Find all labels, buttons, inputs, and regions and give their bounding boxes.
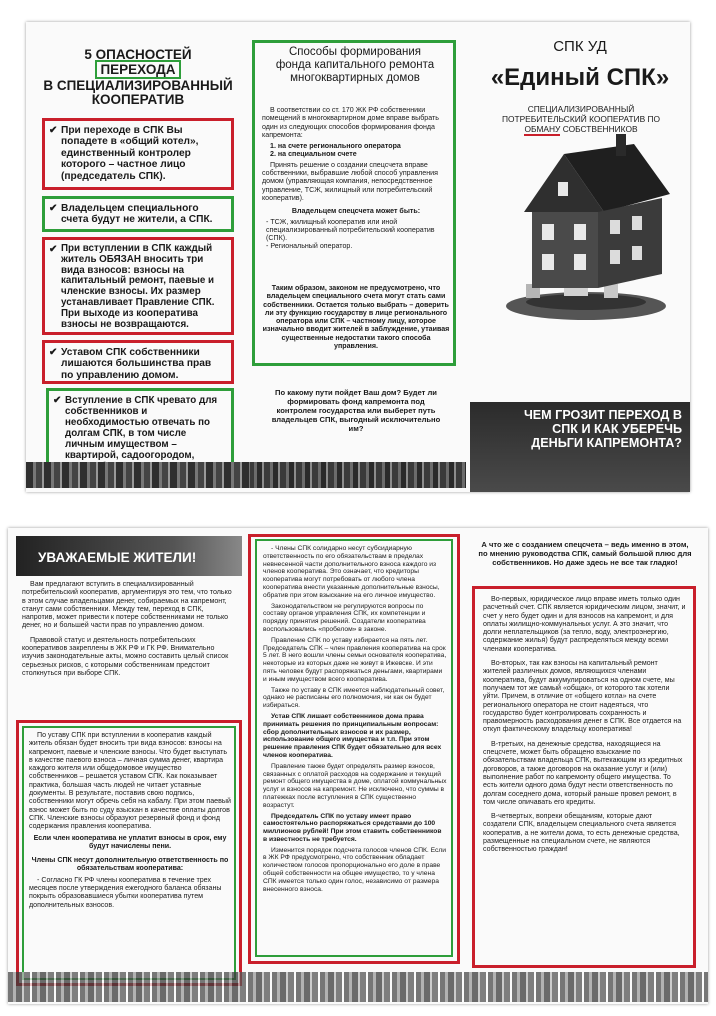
- danger-item-text: Вступление в СПК чревато для собственников и необходимостью отвечать по долгам СПК, в том числе личным имуществом – квартирой, садоогородом,: [65, 395, 218, 461]
- spk-rules-p3: Правление СПК по уставу избирается на пять лет. Председатель СПК – член правления кооператива на срок 5 лет. В него вошли члены семьи основателя кооператива, некоторые из которых даже не живут в Ижевске. И эти пять человек будут распоряжаться деньгами, квартирами и иным имуществом всего кооператива.: [263, 636, 447, 683]
- methods-question: По какому пути пойдет Ваш дом? Будет ли формировать фонд капремонта под контролем государства или выберет путь владельцев СПК, выгодный исключительно им?: [271, 388, 441, 433]
- special-account-intro: А что же с созданием спецсчета – ведь именно в этом, по мнению руководства СПК, самый большой плюс для собственников. Но даже здесь не все так гладко!: [478, 540, 692, 567]
- check-icon: ✔: [53, 395, 62, 406]
- dangers-title-line4: КООПЕРАТИВ: [91, 92, 185, 107]
- cover-subtitle-c: СОБСТВЕННИКОВ: [560, 124, 638, 134]
- cover-subtitle-highlight: ОБМАНУ: [524, 124, 561, 134]
- dangers-panel: [32, 22, 244, 492]
- top-sheet: [26, 22, 690, 492]
- spk-rules-p5: Устав СПК лишает собственников дома права принимать решения по принципиальным вопросам: сбор дополнительных взносов и их размер, использование общего имущества и т.п. При этом решение правления СПК будет обязательно для всех членов кооператива.: [263, 712, 442, 759]
- owner-1: - ТСЖ, жилищный кооператив или иной специализированный потребительский кооператив (СПК).: [266, 217, 435, 243]
- cover-headline: ЧЕМ ГРОЗИТ ПЕРЕХОД В СПК И КАК УБЕРЕЧЬ ДЕНЬГИ КАПРЕМОНТА?: [523, 408, 682, 451]
- dangers-title-line3: В СПЕЦИАЛИЗИРОВАННЫЙ: [43, 78, 233, 93]
- methods-option-2: 2. на специальном счете: [270, 150, 357, 159]
- special-account-p3: В-третьих, на денежные средства, находящиеся на спецсчете, может быть обращено взыскание по обязательствам владельца СПК, вытекающим из кредитных договоров, а также договоров на оказание услуг и (или) выполнение работ по капремонту общего имущества. То есть жители одного дома будут нести ответственность по долгам соседнего дома, который раньше провел ремонт, в том числе опичавать его кредиты.: [483, 739, 683, 806]
- top-skyline-left: [26, 462, 250, 488]
- cover-subtitle: [490, 104, 672, 134]
- residents-box: [16, 720, 242, 986]
- check-icon: ✔: [49, 203, 58, 214]
- cover-org: СПК УД: [553, 38, 607, 55]
- spk-rules-p7: Председатель СПК по уставу имеет право самостоятельно распоряжаться средствами до 100 миллионов рублей! При этом ставить собственников в известность не требуется.: [263, 812, 442, 843]
- residents-box-p2: Если член кооператива не уплатит взносы в срок, ему будут начислены пени.: [33, 833, 227, 850]
- residents-banner: УВАЖАЕМЫЕ ЖИТЕЛИ!: [38, 550, 197, 565]
- danger-item-text: При вступлении в СПК каждый житель ОБЯЗАН вносить три вида взносов: взносы на капитальный ремонт, паевые и членские взносы. Их размер устанавливает Правление СПК. При выходе из кооператива взносы не возвращаются.: [61, 243, 215, 330]
- residents-box-p1: По уставу СПК при вступлении в кооператив каждый житель обязан будет вносить три вида взносов: взносы на капремонт, паевые и членские взносы. Что будет выступать в качестве паевого взноса – личная сумма денег, квартира каждого жителя или общедомовое имущество собственников – решается уставом СПК. Как показывает практика, большая часть людей не читает уставные документы. В результате, поставив свою подпись, собственники могут обречь себя на кабалу. При этом паевый взнос может быть по суду взыскан в качестве оплаты долгов СПК. Членские взносы образуют резервный фонд и фонд содержания правления кооператива.: [29, 731, 231, 831]
- cover-subtitle-a: СПЕЦИАЛИЗИРОВАННЫЙ ПОТРЕБИТЕЛЬСКИЙ КООПЕРАТИВ ПО: [501, 104, 661, 124]
- danger-item-text: Уставом СПК собственники лишаются большинства прав по управлению домом.: [61, 347, 212, 381]
- danger-item-text: Владельцем специального счета будут не жители, а СПК.: [61, 203, 213, 226]
- cover-panel: [470, 22, 690, 492]
- residents-p2: Правовой статус и деятельность потребительских кооперативов закреплены в ЖК РФ и ГК РФ. Внимательно изучив законодательные акты, можно составить целый список серьезных рисков, с которыми собственникам предстоит столкнуться при выборе СПК.: [22, 635, 229, 677]
- special-account-p2: Во-вторых, так как взносы на капитальный ремонт жителей различных домов, являющихся членами кооператива, будут аккумулироваться на одном счете, мы получаем тот же самый «общак», от которого так хотели уйти. Причем, в отличие от «общего котла» на счете регионального оператора не стоит надеяться, что государство будет контролировать сохранность и правомерность расходования денег в СПК. Все отдается на откуп фактическому владельцу кооператива!: [483, 659, 682, 734]
- methods-conclusion: Таким образом, законом не предусмотрено, что владельцем специального счета могут стать сами собственники. Остается только выбрать – доверить ли эту функцию государству в лице регионального оператора или СПК – частному лицу, которое изначально вводит жителей в заблуждение, утаивая существенные недостатки такого способа управления.: [262, 284, 450, 351]
- danger-item-1: [42, 118, 234, 190]
- residents-box-p3: Члены СПК несут дополнительную ответственность по обязательствам кооператива:: [31, 856, 229, 873]
- owner-title: Владельцем спецсчета может быть:: [291, 207, 421, 216]
- special-account-box: [472, 586, 696, 968]
- special-account-p1: Во-первых, юридическое лицо вправе иметь только один расчетный счет. СПК является юридическим лицом, значит, и счет у него будет один и для взносов на капремонт, и для оплаты жилищно-коммунальных услуг. А это значит, что долги неплательщиков (за тепло, воду, электроэнергию, содержание жилья) будут распределяться между всеми членами кооператива.: [483, 595, 686, 653]
- methods-option-1: 1. на счете регионального оператора: [270, 142, 401, 151]
- residents-box-text: [29, 731, 231, 912]
- special-account-panel: [466, 528, 702, 1004]
- residents-box-p4: - Согласно ГК РФ члены кооператива в течение трех месяцев после утверждения ежегодного баланса обязаны покрыть образовавшиеся убытки кооператива путем дополнительных взносов.: [29, 875, 222, 909]
- check-icon: ✔: [49, 244, 58, 255]
- danger-item-3: [42, 237, 234, 335]
- special-account-text: [483, 595, 687, 857]
- methods-title: Способы формирования фонда капитального ремонта многоквартирных домов: [275, 46, 435, 84]
- residents-intro: [22, 580, 236, 680]
- check-icon: ✔: [49, 125, 58, 136]
- bottom-sheet: [8, 528, 708, 1004]
- danger-item-text: При переходе в СПК Вы попадете в «общий котел», единственный контролер которого – частное лицо (председатель СПК).: [61, 125, 199, 182]
- methods-intro: В соответствии со ст. 170 ЖК РФ собственники помещений в многоквартирном доме вправе выбрать один из следующих способов формирования фонда капремонта:: [262, 106, 439, 139]
- check-icon: ✔: [49, 347, 58, 358]
- methods-p2: Принять решение о создании спецсчета вправе собственники, выбравшие любой способ управления домом (управляющая компания, непосредственное управление, ТСЖ, жилищный или потребительский кооператив).: [262, 160, 438, 202]
- spk-rules-p4: Также по уставу в СПК имеется наблюдательный совет, однако не расписаны его полномочия, ни как он будет избираться.: [263, 686, 445, 710]
- spk-rules-panel: [248, 534, 460, 964]
- bottom-skyline: [8, 972, 708, 1002]
- house-image: [506, 134, 676, 324]
- danger-item-2: [42, 196, 234, 232]
- owner-2: - Региональный оператор.: [266, 242, 353, 251]
- methods-panel: [248, 22, 466, 492]
- spk-rules-p6: Правление также будет определять размер взносов, связанных с оплатой расходов на содержание и текущий ремонт общего имущества в доме, оплатой коммунальных услуг и взносов на капремонт. Не исключено, что суммы в платежках после вступления в СПК существенно возрастут.: [263, 762, 447, 809]
- residents-panel: [16, 528, 242, 1004]
- dangers-title: [32, 48, 244, 107]
- spk-rules-p1: - Члены СПК солидарно несут субсидиарную ответственность по его обязательствам в пределах невнесенной части дополнительного взноса каждого из членов кооператива. Это означает, что кредиторы кооператива могут потребовать от любого члена кооператива внести указанные дополнительные взносы, обратив при этом взыскание на его личное имущество.: [263, 545, 440, 599]
- dangers-title-line1: 5 ОПАСНОСТЕЙ: [84, 47, 192, 62]
- danger-item-4: [42, 340, 234, 384]
- dangers-title-highlight: ПЕРЕХОДА: [95, 60, 180, 79]
- spk-rules-text: [263, 545, 447, 896]
- special-account-p4: В-четвертых, вопреки обещаниям, которые дают создатели СПК, владельцем специального счета является кооператив, а не жители дома, то есть денежные средства, размещенные на специальном счете, не являются собственностью граждан!: [483, 812, 680, 854]
- methods-body: [262, 106, 450, 251]
- residents-p1: Вам предлагают вступить в специализированный потребительский кооператив, аргументируя это тем, что только в этом случае владельцами денег, собираемых на капремонт, станут сами собственники. Между тем, переход в СПК, напротив, может привести к потере собственниками не только денег, но и большей части прав по управлению домом.: [22, 580, 232, 630]
- spk-rules-p2: Законодательством не регулируются вопросы по составу органов управления СПК, их компетенции и порядку принятия решений. Создатели кооператива воспользовались «пробелом» в законе.: [263, 602, 426, 633]
- skyline-strip: [248, 462, 466, 488]
- spk-rules-p8: Изменится порядок подсчета голосов членов СПК. Если в ЖК РФ предусмотрено, что собственник обладает количеством голосов пропорционально его доле в праве общей собственности на общее имущество, то у члена СПК имеется только один голос, независимо от размера внесенного взноса.: [263, 846, 447, 893]
- cover-name: «Единый СПК»: [490, 64, 670, 91]
